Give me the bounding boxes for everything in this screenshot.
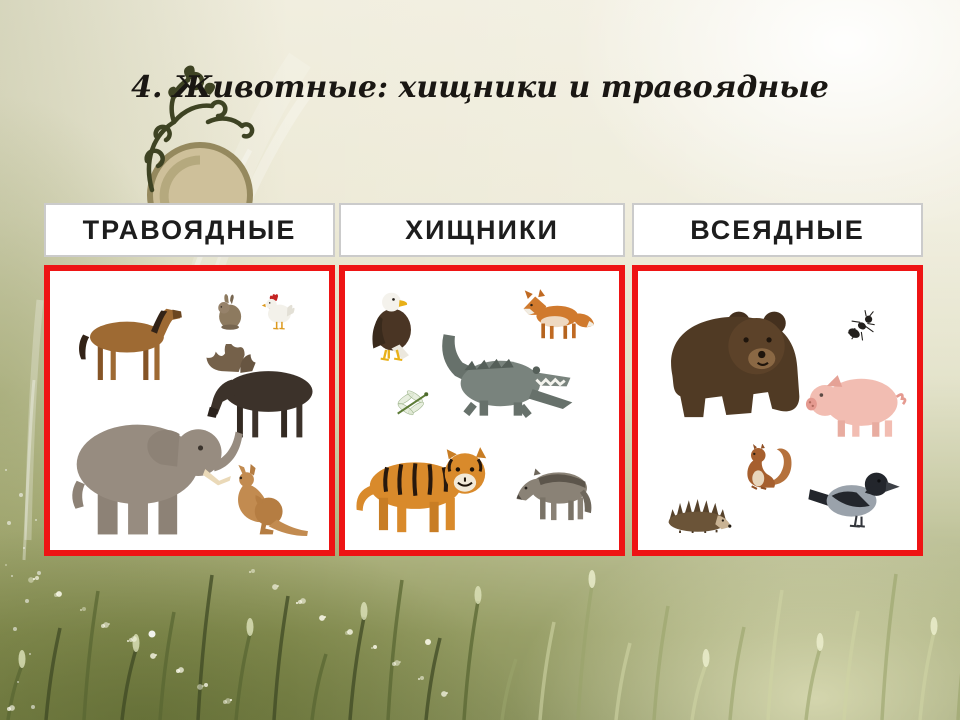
grass-decoration <box>8 570 960 720</box>
category-header-herbivores <box>44 203 335 257</box>
category-column-omnivores <box>632 203 923 556</box>
eagle-image <box>364 288 427 363</box>
omnivores-panel <box>632 265 923 556</box>
category-column-herbivores <box>44 203 335 556</box>
category-column-predators <box>339 203 625 556</box>
pig-image <box>800 366 914 439</box>
category-label: ТРАВОЯДНЫЕ <box>82 214 297 245</box>
slide-title: 4. Животные: хищники и травоядные <box>131 70 829 106</box>
crocodile-image <box>427 321 580 427</box>
crow-image <box>803 461 903 531</box>
category-label: ВСЕЯДНЫЕ <box>690 214 865 245</box>
herbivores-panel <box>44 265 335 556</box>
wolf-image <box>515 444 597 530</box>
ant-image <box>842 307 878 346</box>
tiger-image <box>350 433 498 536</box>
bear-image <box>649 291 811 431</box>
category-header-omnivores <box>632 203 923 257</box>
dragonfly-image <box>392 388 433 419</box>
hen-image <box>259 291 298 333</box>
hedgehog-image <box>660 494 735 533</box>
category-label: ХИЩНИКИ <box>405 214 559 245</box>
horse-image <box>72 299 184 385</box>
predators-panel <box>339 265 625 556</box>
squirrel-image <box>738 444 805 494</box>
rabbit-image <box>212 291 248 333</box>
category-header-predators <box>339 203 625 257</box>
kangaroo-image <box>215 464 318 539</box>
